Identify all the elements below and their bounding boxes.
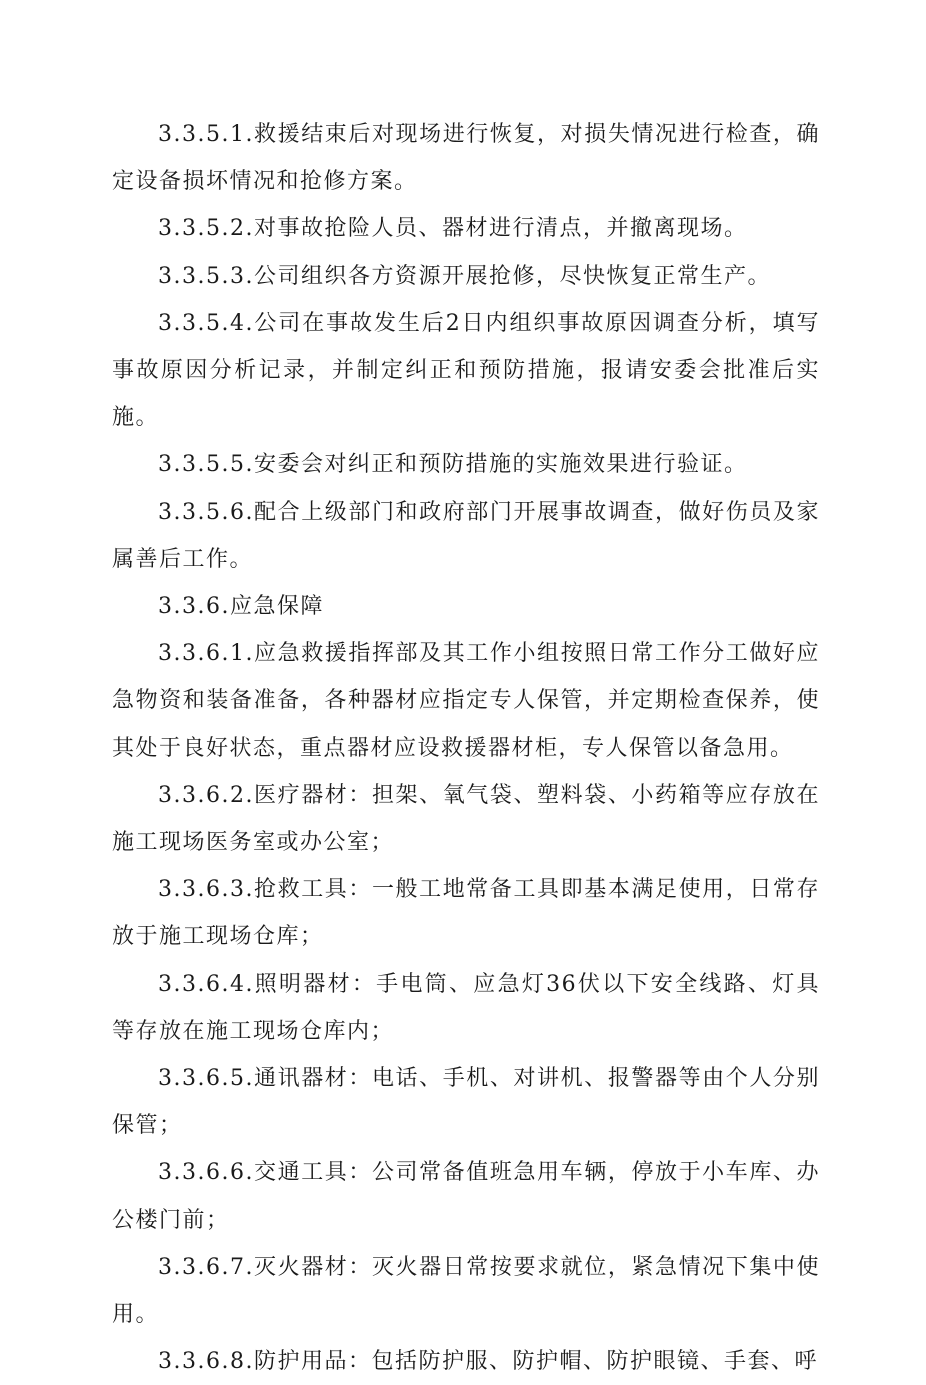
paragraph-3-3-5-2: 3.3.5.2.对事故抢险人员、器材进行清点，并撤离现场。 [158, 216, 748, 242]
document-body [112, 111, 820, 1385]
paragraph-3-3-5-1: 3.3.5.1.救援结束后对现场进行恢复，对损失情况进行检查，确定设备损坏情况和抢修方案。 [112, 122, 820, 195]
paragraph-3-3-6-6: 3.3.6.6.交通工具：公司常备值班急用车辆，停放于小车库、办公楼门前； [112, 1160, 820, 1233]
paragraph-3-3-5-3: 3.3.5.3.公司组织各方资源开展抢修，尽快恢复正常生产。 [158, 263, 771, 289]
paragraph-3-3-6-4: 3.3.6.4.照明器材：手电筒、应急灯36伏以下安全线路、灯具等存放在施工现场仓库内； [112, 971, 820, 1044]
paragraph-3-3-6-2: 3.3.6.2.医疗器材：担架、氧气袋、塑料袋、小药箱等应存放在施工现场医务室或办公室； [112, 782, 820, 856]
paragraph-3-3-6-5: 3.3.6.5.通讯器材：电话、手机、对讲机、报警器等由个人分别保管； [112, 1066, 820, 1139]
paragraph-3-3-5-4: 3.3.5.4.公司在事故发生后2日内组织事故原因调查分析，填写事故原因分析记录，并制定纠正和预防措施，报请安委会批准后实施。 [112, 310, 820, 431]
paragraph-3-3-5-5: 3.3.5.5.安委会对纠正和预防措施的实施效果进行验证。 [158, 452, 748, 478]
paragraph-3-3-6-3: 3.3.6.3.抢救工具：一般工地常备工具即基本满足使用，日常存放于施工现场仓库； [112, 877, 820, 950]
paragraph-3-3-6-1: 3.3.6.1.应急救援指挥部及其工作小组按照日常工作分工做好应急物资和装备准备，各种器材应指定专人保管，并定期检查保养，使其处于良好状态，重点器材应设救援器材柜，专人保管以备急用。 [112, 641, 820, 761]
section-heading-3-3-6: 3.3.6.应急保障 [158, 594, 324, 620]
paragraph-3-3-6-8: 3.3.6.8.防护用品：包括防护服、防护帽、防护眼镜、手套、呼 [158, 1349, 818, 1375]
paragraph-3-3-6-7: 3.3.6.7.灭火器材：灭火器日常按要求就位，紧急情况下集中使用。 [112, 1254, 820, 1328]
paragraph-3-3-5-6: 3.3.5.6.配合上级部门和政府部门开展事故调查，做好伤员及家属善后工作。 [112, 499, 820, 572]
